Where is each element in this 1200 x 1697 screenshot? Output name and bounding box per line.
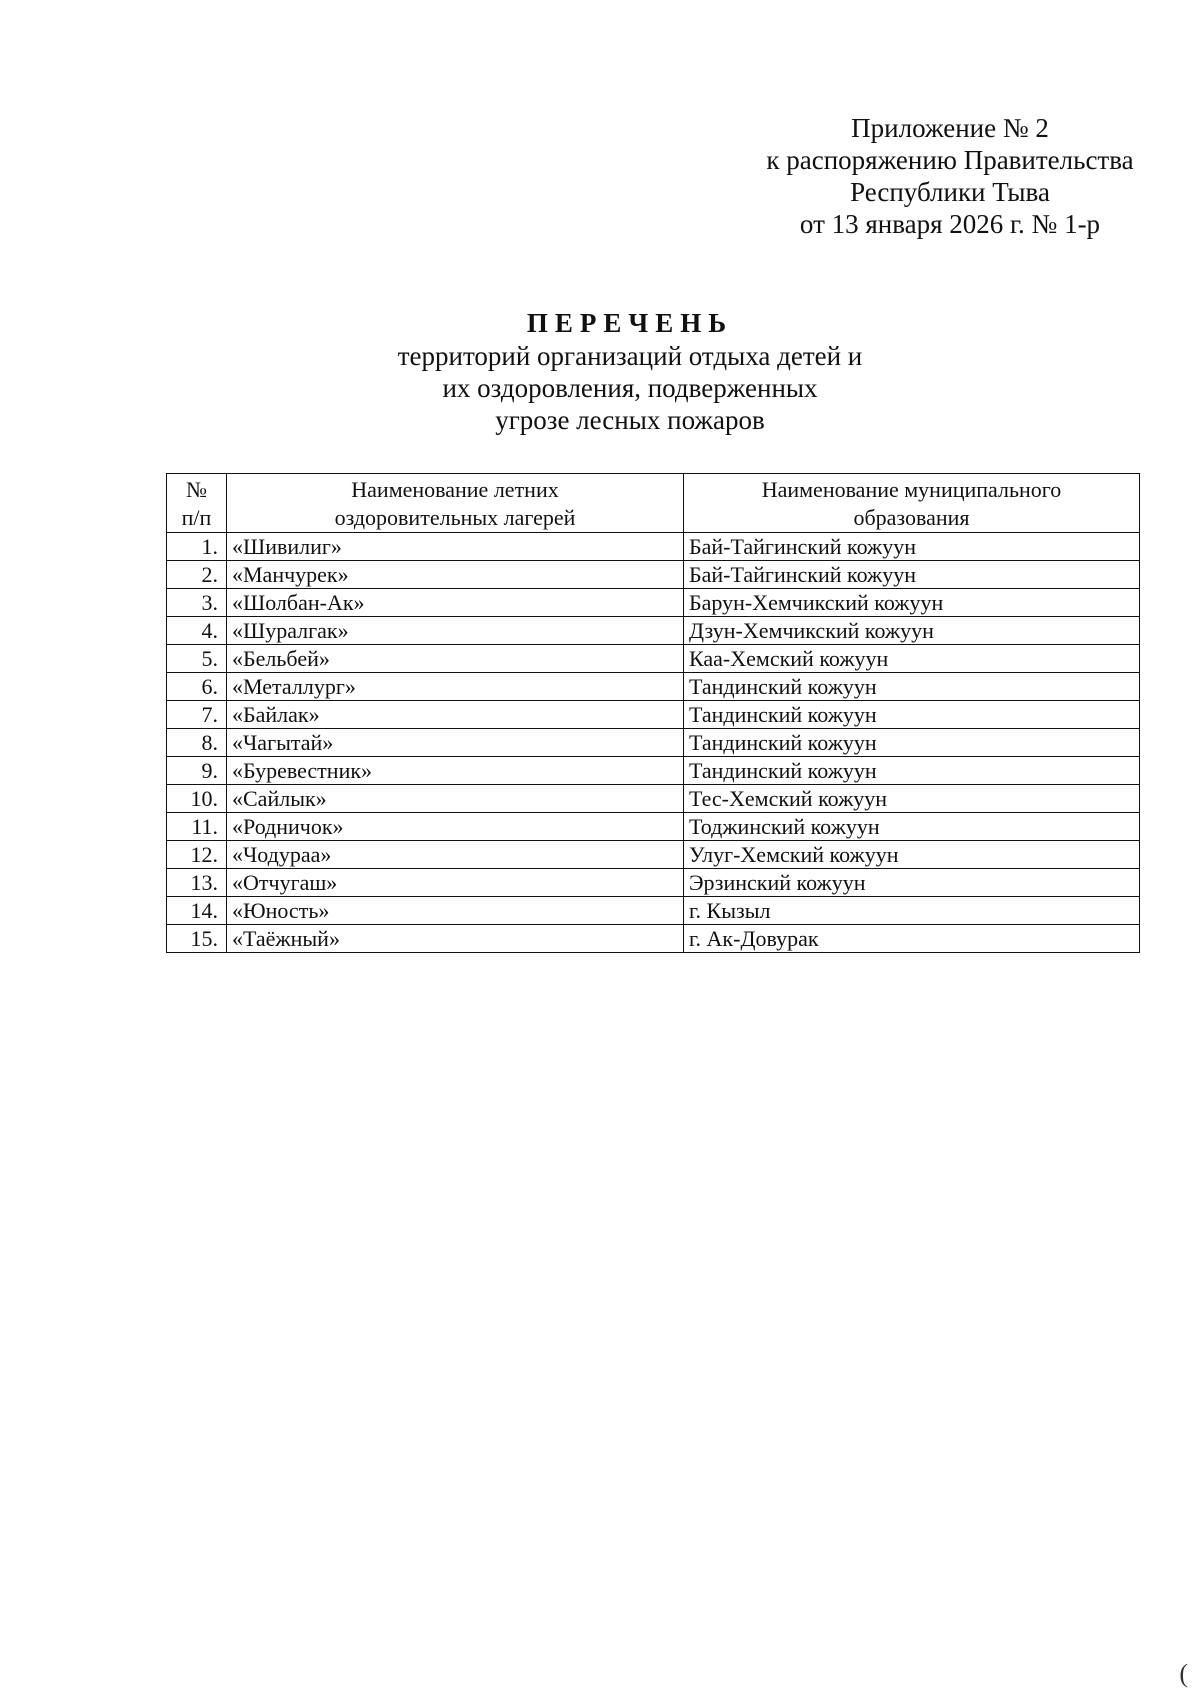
- row-number: 13.: [167, 869, 227, 897]
- header-camp-name: [227, 474, 684, 533]
- header-municipality-line-2: образования: [853, 505, 970, 530]
- camp-name: «Бельбей»: [227, 645, 684, 673]
- row-number: 11.: [167, 813, 227, 841]
- subtitle-line-3: угрозе лесных пожаров: [495, 405, 765, 435]
- subtitle-line-1: территорий организаций отдыха детей и: [397, 341, 863, 371]
- table-row: [167, 729, 1140, 757]
- table-row: [167, 589, 1140, 617]
- row-number: 14.: [167, 897, 227, 925]
- table-row: [167, 673, 1140, 701]
- page-corner-mark: (: [1179, 1659, 1188, 1688]
- municipality-name: Тандинский кожуун: [684, 701, 1140, 729]
- municipality-name: Тандинский кожуун: [684, 729, 1140, 757]
- row-number: 8.: [167, 729, 227, 757]
- camp-name: «Манчурек»: [227, 561, 684, 589]
- table-row: [167, 869, 1140, 897]
- document-title: [300, 306, 960, 436]
- table-row: [167, 701, 1140, 729]
- camp-name: «Сайлык»: [227, 785, 684, 813]
- row-number: 5.: [167, 645, 227, 673]
- camp-name: «Шуралгак»: [227, 617, 684, 645]
- camp-name: «Отчугаш»: [227, 869, 684, 897]
- document-subtitle: [300, 340, 960, 436]
- camp-name: «Чодураа»: [227, 841, 684, 869]
- table-row: [167, 533, 1140, 561]
- municipality-name: Тес-Хемский кожуун: [684, 785, 1140, 813]
- municipality-name: Дзун-Хемчикский кожуун: [684, 617, 1140, 645]
- appendix-header: [750, 112, 1150, 240]
- row-number: 15.: [167, 925, 227, 953]
- municipality-name: Тандинский кожуун: [684, 757, 1140, 785]
- header-number: [167, 474, 227, 533]
- table-header-row: [167, 474, 1140, 533]
- table-row: [167, 617, 1140, 645]
- row-number: 4.: [167, 617, 227, 645]
- row-number: 6.: [167, 673, 227, 701]
- row-number: 2.: [167, 561, 227, 589]
- row-number: 7.: [167, 701, 227, 729]
- camp-name: «Буревестник»: [227, 757, 684, 785]
- header-camp-line-1: Наименование летних: [351, 477, 559, 502]
- header-camp-line-2: оздоровительных лагерей: [334, 505, 576, 530]
- camp-name: «Шивилиг»: [227, 533, 684, 561]
- municipality-name: Эрзинский кожуун: [684, 869, 1140, 897]
- municipality-name: г. Кызыл: [684, 897, 1140, 925]
- municipality-name: Бай-Тайгинский кожуун: [684, 533, 1140, 561]
- table-row: [167, 841, 1140, 869]
- table-row: [167, 813, 1140, 841]
- row-number: 3.: [167, 589, 227, 617]
- table-row: [167, 757, 1140, 785]
- municipality-name: г. Ак-Довурак: [684, 925, 1140, 953]
- camps-table: [166, 473, 1140, 953]
- appendix-number: Приложение № 2: [851, 113, 1049, 143]
- municipality-name: Барун-Хемчикский кожуун: [684, 589, 1140, 617]
- camp-name: «Шолбан-Ак»: [227, 589, 684, 617]
- municipality-name: Тандинский кожуун: [684, 673, 1140, 701]
- header-municipality-line-1: Наименование муниципального: [761, 477, 1062, 502]
- camp-name: «Металлург»: [227, 673, 684, 701]
- table-row: [167, 925, 1140, 953]
- header-municipality: [684, 474, 1140, 533]
- table-row: [167, 897, 1140, 925]
- appendix-date: от 13 января 2026 г. № 1-р: [799, 209, 1101, 239]
- camp-name: «Чагытай»: [227, 729, 684, 757]
- camp-name: «Родничок»: [227, 813, 684, 841]
- table-row: [167, 645, 1140, 673]
- header-number-line-2: п/п: [181, 505, 212, 530]
- table-row: [167, 785, 1140, 813]
- municipality-name: Бай-Тайгинский кожуун: [684, 561, 1140, 589]
- table-row: [167, 561, 1140, 589]
- subtitle-line-2: их оздоровления, подверженных: [442, 373, 818, 403]
- camp-name: «Байлак»: [227, 701, 684, 729]
- row-number: 10.: [167, 785, 227, 813]
- row-number: 9.: [167, 757, 227, 785]
- municipality-name: Каа-Хемский кожуун: [684, 645, 1140, 673]
- municipality-name: Улуг-Хемский кожуун: [684, 841, 1140, 869]
- appendix-order-ref: к распоряжению Правительства: [766, 145, 1134, 175]
- header-number-line-1: №: [186, 477, 207, 502]
- appendix-republic: Республики Тыва: [850, 177, 1050, 207]
- page-title: ПЕРЕЧЕНЬ: [526, 308, 734, 338]
- camp-name: «Таёжный»: [227, 925, 684, 953]
- camp-name: «Юность»: [227, 897, 684, 925]
- municipality-name: Тоджинский кожуун: [684, 813, 1140, 841]
- row-number: 12.: [167, 841, 227, 869]
- row-number: 1.: [167, 533, 227, 561]
